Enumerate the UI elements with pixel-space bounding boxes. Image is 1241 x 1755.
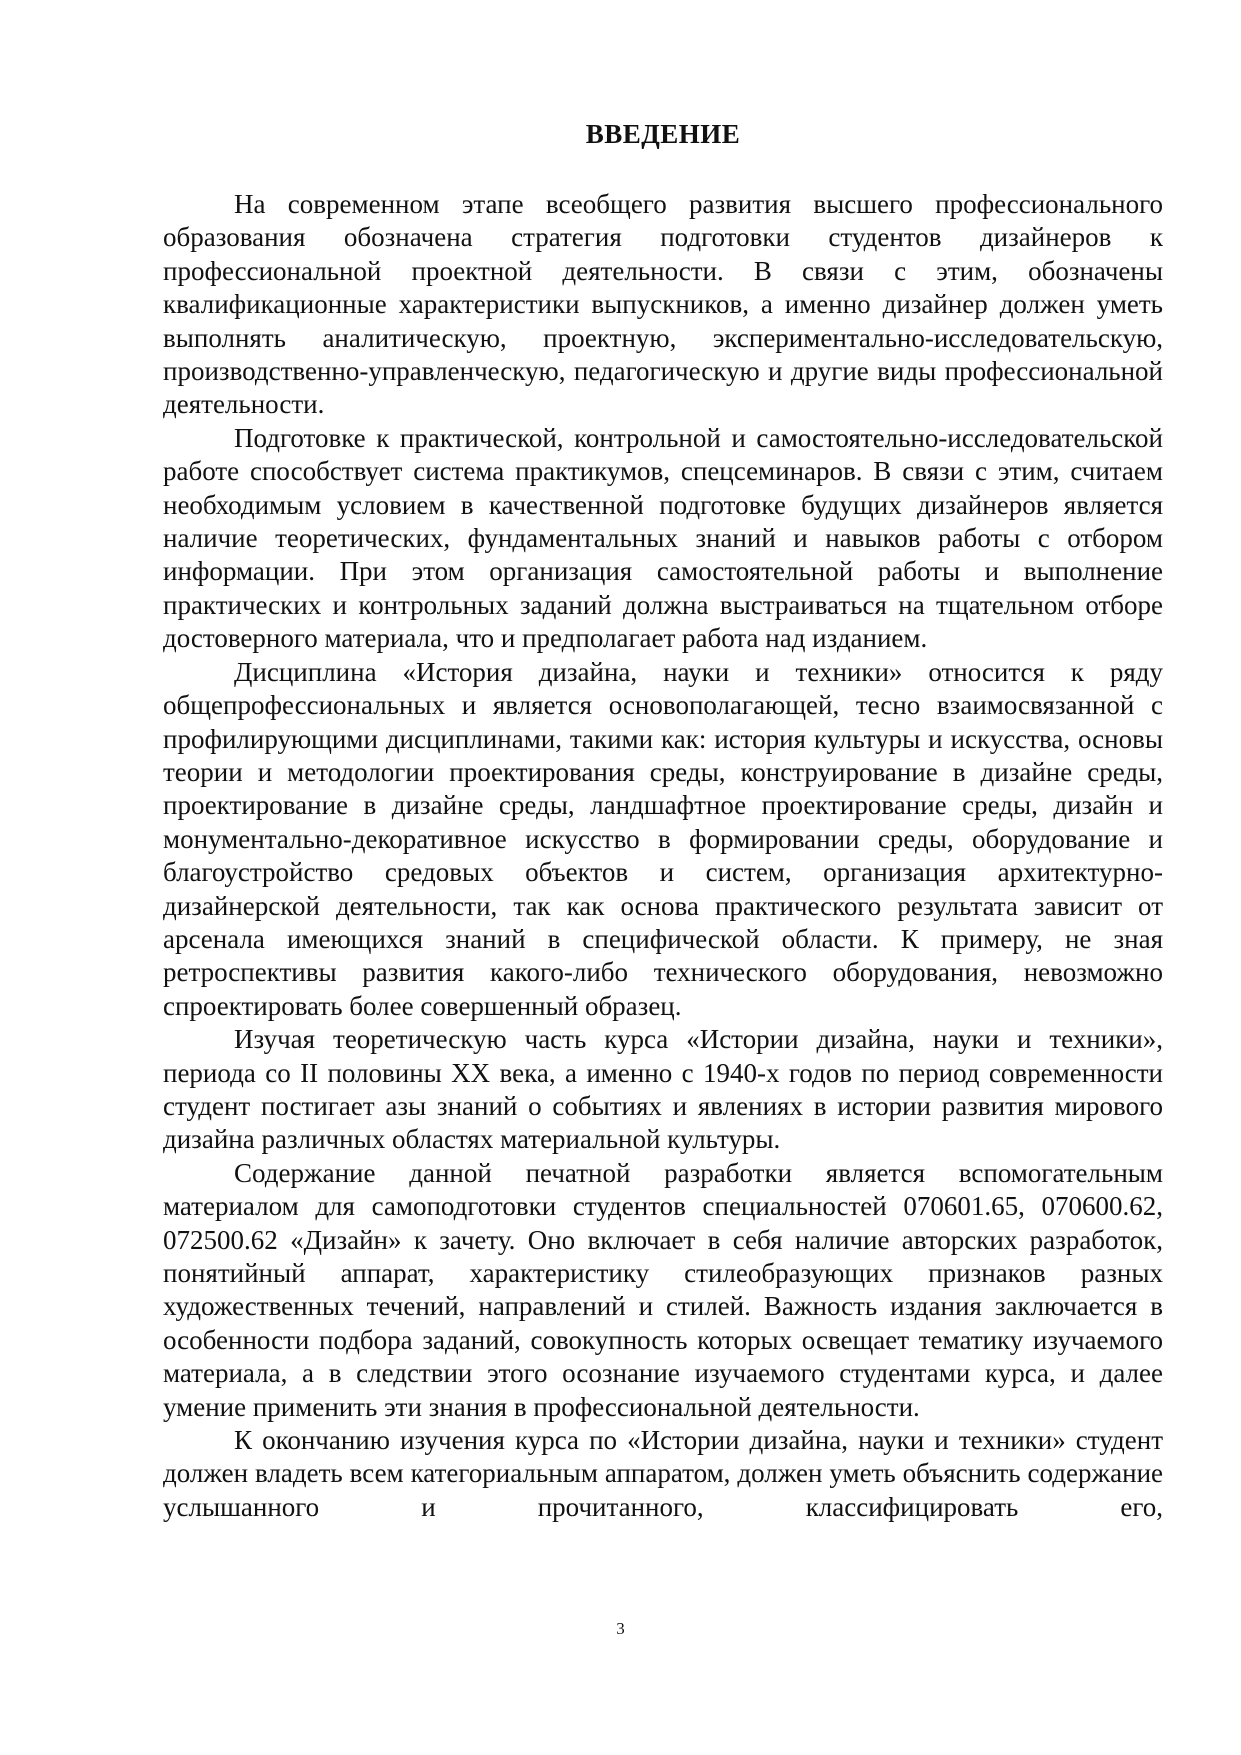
- paragraph-5: Содержание данной печатной разработки является вспомогательным материалом для самоподготовки студентов специальностей 070601.65, 070600.62, 072500.62 «Дизайн» к зачету. Оно включает в себя наличие авторских разработок, понятийный аппарат, характеристику стилеобразующих признаков разных художественных течений, направлений и стилей. Важность издания заключается в особенности подбора заданий, совокупность которых освещает тематику изучаемого материала, а в следствии этого осознание изучаемого студентами курса, и далее умение применить эти знания в профессиональной деятельности.: [163, 1157, 1163, 1422]
- paragraph-6: К окончанию изучения курса по «Истории дизайна, науки и техники» студент должен владеть всем категориальным аппаратом, должен уметь объяснить содержание услышанного и прочитанного, классифицировать его,: [163, 1425, 1163, 1522]
- page-title: ВВЕДЕНИЕ: [585, 119, 741, 149]
- paragraph-4: Изучая теоретическую часть курса «Истории дизайна, науки и техники», периода со II половины XX века, а именно с 1940-х годов по период современности студент постигает азы знаний о событиях и явлениях в истории развития мирового дизайна различных областях материальной культуры.: [163, 1024, 1163, 1155]
- paragraph-2: Подготовке к практической, контрольной и самостоятельно-исследовательской работе способствует система практикумов, спецсеминаров. В связи с этим, считаем необходимым условием в качественной подготовке будущих дизайнеров является наличие теоретических, фундаментальных знаний и навыков работы с отбором информации. При этом организация самостоятельной работы и выполнение практических и контрольных заданий должна выстраиваться на тщательном отборе достоверного материала, что и предполагает работа над изданием.: [163, 422, 1163, 654]
- body-text: [163, 188, 1163, 1524]
- paragraph-3: Дисциплина «История дизайна, науки и техники» относится к ряду общепрофессиональных и является основополагающей, тесно взаимосвязанной с профилирующими дисциплинами, такими как: история культуры и искусства, основы теории и методологии проектирования среды, конструирование в дизайне среды, проектирование в дизайне среды, ландшафтное проектирование среды, дизайн и монументально-декоративное искусство в формировании среды, оборудование и благоустройство средовых объектов и систем, организация архитектурно-дизайнерской деятельности, так как основа практического результата зависит от арсенала имеющихся знаний в специфической области. К примеру, не зная ретроспективы развития какого-либо технического оборудования, невозможно спроектировать более совершенный образец.: [163, 656, 1163, 1021]
- paragraph-1: На современном этапе всеобщего развития высшего профессионального образования обозначена стратегия подготовки студентов дизайнеров к профессиональной проектной деятельности. В связи с этим, обозначены квалификационные характеристики выпускников, а именно дизайнер должен уметь выполнять аналитическую, проектную, экспериментально-исследовательскую, производственно-управленческую, педагогическую и другие виды профессиональной деятельности.: [163, 189, 1163, 420]
- page-number: 3: [616, 1619, 625, 1638]
